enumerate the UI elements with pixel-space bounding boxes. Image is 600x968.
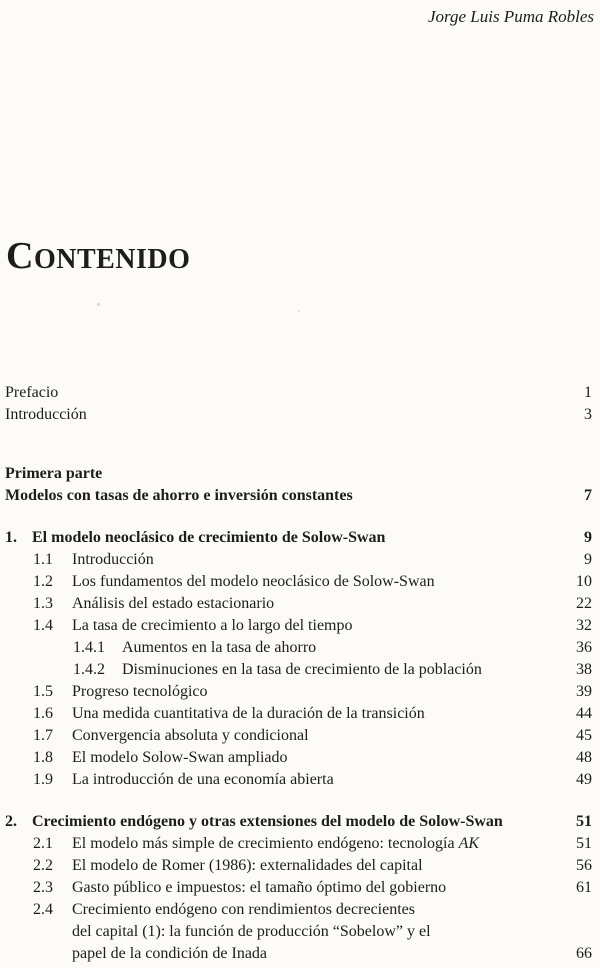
toc-entry-number: 2.4 [33,901,53,918]
toc-entry-number: 2.1 [33,835,53,852]
toc-list [0,382,600,965]
toc-entry-title: El modelo de Romer (1986): externalidades del capital [72,857,423,874]
toc-entry-title: Modelos con tasas de ahorro e inversión constantes [5,487,353,504]
toc-entry-page: 51 [576,835,592,852]
toc-entry-title: El modelo más simple de crecimiento endógeno: tecnología AK [72,835,480,852]
toc-entry-title: papel de la condición de Inada [72,945,268,962]
toc-row [5,833,592,855]
toc-entry-page: 45 [576,727,592,744]
toc-row [5,404,592,426]
toc-entry-number: 1.2 [33,573,53,590]
toc-entry-page: 38 [576,661,592,678]
toc-entry-number: 1. [5,529,17,546]
toc-row [5,615,592,637]
toc-entry-title: Crecimiento endógeno con rendimientos decrecientes [72,901,415,918]
toc-entry-page: 61 [576,879,592,896]
toc-row [5,921,592,943]
toc-entry-title: El modelo neoclásico de crecimiento de Solow-Swan [32,529,386,546]
toc-entry-number: 2.2 [33,857,53,874]
toc-row [5,725,592,747]
toc-entry-title: Introducción [5,406,87,423]
toc-entry-page: 66 [576,945,592,962]
toc-row [5,943,592,965]
toc-entry-number: 1.4 [33,617,53,634]
page-title-rest: ONTENIDO [33,244,191,275]
toc-entry-page: 1 [584,384,592,401]
toc-row [5,463,592,485]
toc-entry-number: 2.3 [33,879,53,896]
toc-entry-title: Crecimiento endógeno y otras extensiones del modelo de Solow-Swan [32,813,503,830]
toc-row [5,811,592,833]
toc-entry-number: 1.9 [33,771,53,788]
toc-entry-title: Una medida cuantitativa de la duración de la transición [72,705,425,722]
toc-entry-title: Aumentos en la tasa de ahorro [122,639,317,656]
toc-row [5,527,592,549]
toc-row [5,747,592,769]
toc-row [5,681,592,703]
toc-entry-title: El modelo Solow-Swan ampliado [72,749,288,766]
toc-entry-page: 9 [584,529,592,546]
toc-entry-page: 9 [584,551,592,568]
toc-entry-title: Convergencia absoluta y condicional [72,727,309,744]
toc-entry-number: 1.8 [33,749,53,766]
toc-entry-page: 22 [576,595,592,612]
toc-entry-title: Introducción [72,551,154,568]
toc-entry-page: 56 [576,857,592,874]
toc-entry-number: 1.5 [33,683,53,700]
toc-row [5,637,592,659]
toc-entry-number: 1.4.2 [73,661,105,678]
toc-entry-title: del capital (1): la función de producción “Sobelow” y el [72,923,431,940]
toc-row [5,703,592,725]
toc-entry-page: 3 [584,406,592,423]
toc-entry-page: 51 [576,813,592,830]
toc-entry-number: 2. [5,813,17,830]
scan-speck [97,303,100,306]
toc-entry-title-italic: AK [458,835,480,852]
toc-entry-page: 10 [576,573,592,590]
toc-row [5,485,592,507]
toc-entry-page: 44 [576,705,592,722]
toc-row [5,899,592,921]
author-name: Jorge Luis Puma Robles [427,7,594,26]
toc-entry-title: Progreso tecnológico [72,683,208,700]
toc-row [5,659,592,681]
toc-entry-page: 39 [576,683,592,700]
toc-entry-title: Los fundamentos del modelo neoclásico de Solow-Swan [72,573,435,590]
page-title [0,234,600,282]
toc-entry-number: 1.6 [33,705,53,722]
toc-entry-number: 1.3 [33,595,53,612]
toc-row [5,382,592,404]
page-title-initial: C [6,235,34,277]
toc-entry-page: 36 [576,639,592,656]
toc-entry-title: La tasa de crecimiento a lo largo del tiempo [72,617,353,634]
toc-row [5,769,592,791]
toc-entry-page: 7 [584,487,592,504]
toc-row [5,877,592,899]
toc-entry-page: 49 [576,771,592,788]
toc-entry-title: Gasto público e impuestos: el tamaño óptimo del gobierno [72,879,447,896]
toc-entry-number: 1.1 [33,551,53,568]
toc-entry-title: Análisis del estado estacionario [72,595,275,612]
scan-speck [298,310,300,312]
toc-row [5,571,592,593]
toc-entry-title: Prefacio [5,384,59,401]
toc-row [5,549,592,571]
toc-row [5,855,592,877]
toc-entry-title: La introducción de una economía abierta [72,771,334,788]
toc-entry-title: Disminuciones en la tasa de crecimiento de la población [122,661,482,678]
toc-entry-number: 1.7 [33,727,53,744]
toc-entry-page: 32 [576,617,592,634]
toc-entry-page: 48 [576,749,592,766]
toc-entry-number: 1.4.1 [73,639,105,656]
toc-entry-title: Primera parte [5,465,103,482]
toc-row [5,593,592,615]
